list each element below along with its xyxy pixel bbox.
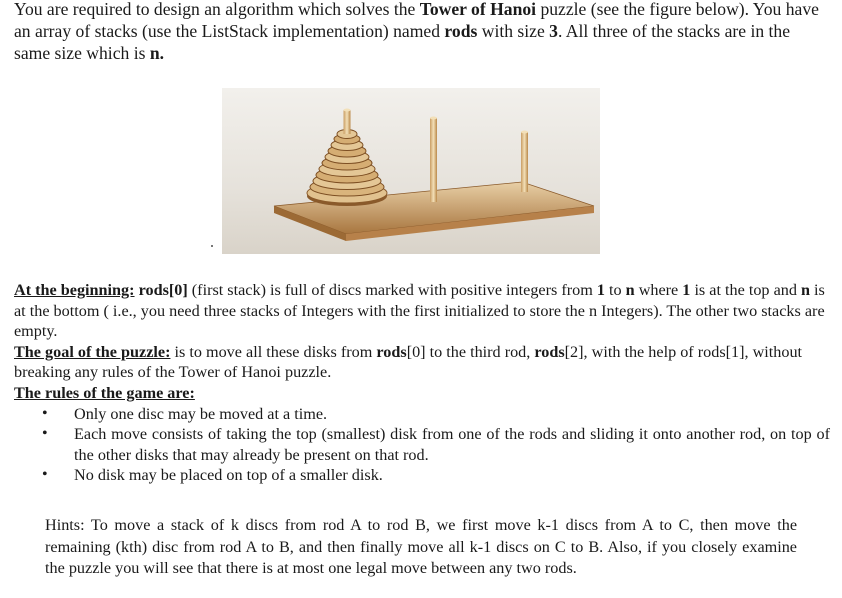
rules-list: [14, 404, 830, 486]
list-item: • No disk may be placed on top of a smaller disk.: [42, 466, 383, 485]
figure-dot: [211, 245, 213, 247]
intro-paragraph: You are required to design an algorithm which solves the Tower of Hanoi puzzle (see the figure below). You have an array of stacks (use the ListStack implementation) named rods with size 3. All three of the stacks are in the same size which is n.: [14, 0, 819, 63]
beginning-paragraph: At the beginning: rods[0] (first stack) is full of discs marked with positive integers from 1 to n where 1 is at the top and n is at the bottom ( i.e., you need three stacks of Integers with the first initialized to store the n Integers). The other two stacks are empty.: [14, 281, 825, 341]
tower-of-hanoi-figure: [222, 88, 600, 254]
hints-paragraph: Hints: To move a stack of k discs from rod A to rod B, we first move k-1 discs from A to C, then move the remaining (kth) disc from rod A to B, and then finally move all k-1 discs on C to B. Also, if you closely examine the puzzle you will see that there is at most one legal move between any two rods.: [45, 516, 797, 577]
goal-paragraph: The goal of the puzzle: is to move all these disks from rods[0] to the third rod, rods[2], with the help of rods[1], without breaking any rules of the Tower of Hanoi puzzle.: [14, 342, 803, 382]
problem-description: [14, 280, 830, 486]
rules-heading: The rules of the game are:: [14, 383, 195, 402]
list-item: • Each move consists of taking the top (smallest) disk from one of the rods and sliding it onto another rod, on top of the other disks that may already be present on that rod.: [42, 425, 830, 464]
list-item: • Only one disc may be moved at a time.: [42, 404, 328, 423]
